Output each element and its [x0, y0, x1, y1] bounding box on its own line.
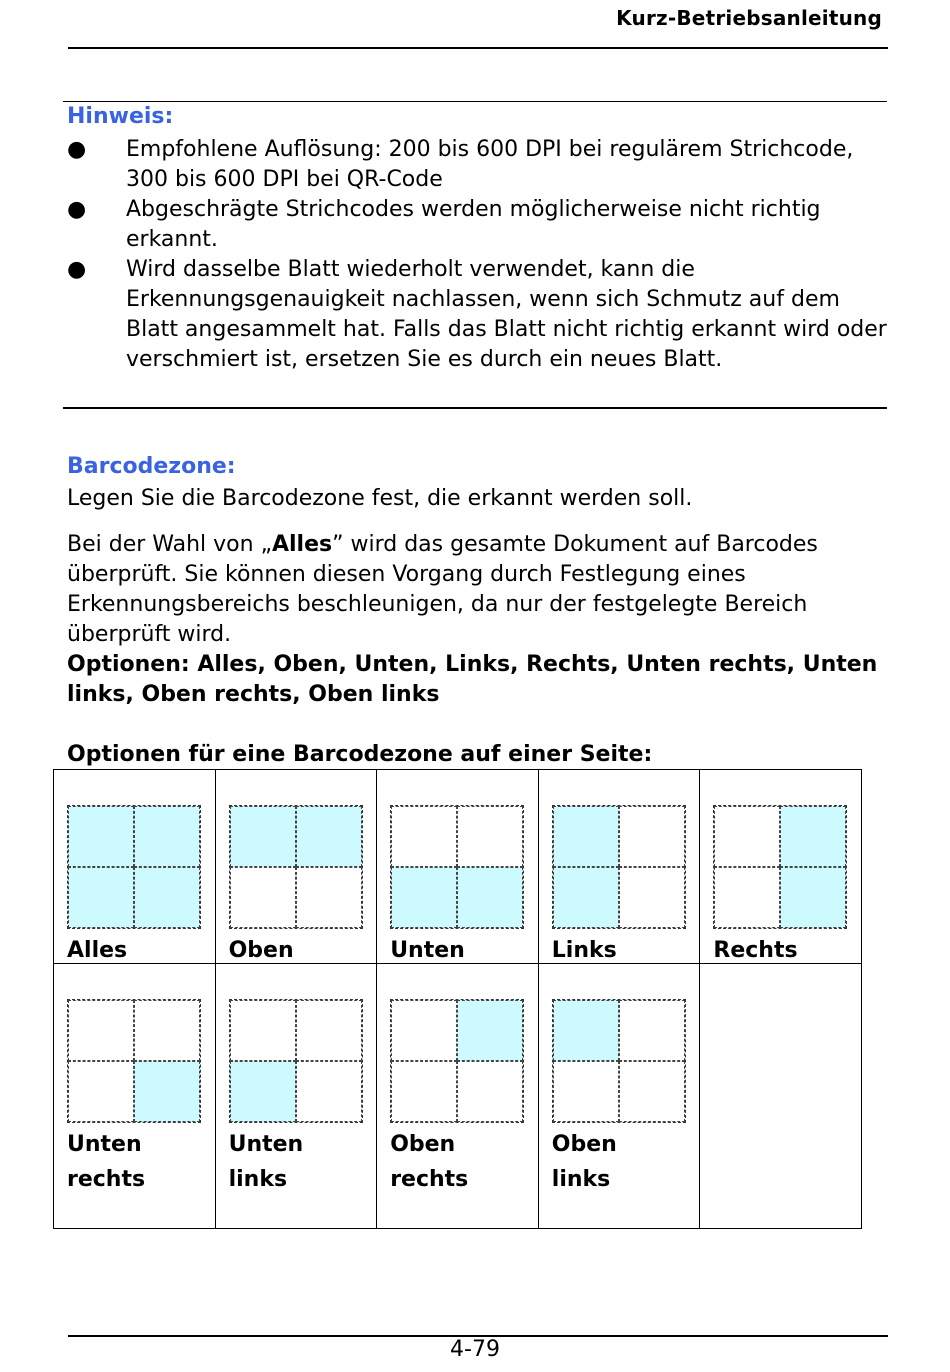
zone-quadrant-highlighted — [553, 1000, 619, 1061]
note-heading: Hinweis: — [67, 104, 174, 129]
zone-quadrant-highlighted — [780, 867, 846, 928]
zone-quadrant-highlighted — [230, 806, 296, 867]
barcodezone-description — [67, 530, 887, 650]
zone-quadrant — [619, 806, 685, 867]
bullet-icon: ● — [67, 197, 87, 222]
zone-label: Unten links — [228, 1132, 304, 1192]
zone-table — [53, 769, 862, 1229]
zone-quadrant — [134, 1000, 200, 1061]
zone-diagram — [713, 805, 847, 929]
table-heading: Optionen für eine Barcodezone auf einer Seite: — [67, 742, 653, 767]
note-item-text: Abgeschrägte Strichcodes werden möglicherweise nicht richtig erkannt. — [126, 197, 821, 252]
barcodezone-heading: Barcodezone: — [67, 454, 236, 479]
zone-quadrant — [457, 806, 523, 867]
zone-quadrant — [619, 1000, 685, 1061]
zone-label: Links — [551, 938, 617, 963]
zone-quadrant-highlighted — [391, 867, 457, 928]
note-item — [67, 195, 887, 255]
zone-quadrant — [619, 867, 685, 928]
zone-cell — [54, 964, 216, 1229]
zone-quadrant-highlighted — [457, 867, 523, 928]
zone-cell — [538, 770, 700, 964]
description-bold-term: Alles — [271, 532, 333, 557]
zone-label: Rechts — [713, 938, 798, 963]
zone-quadrant — [391, 1000, 457, 1061]
header-title: Kurz-Betriebsanleitung — [616, 6, 882, 30]
zone-quadrant — [68, 1061, 134, 1122]
zone-quadrant — [296, 867, 362, 928]
zone-diagram — [552, 805, 686, 929]
zone-diagram — [390, 805, 524, 929]
zone-quadrant — [391, 806, 457, 867]
note-item — [67, 255, 887, 375]
zone-label: Oben rechts — [390, 1132, 469, 1192]
zone-label: Oben links — [551, 1132, 617, 1192]
note-item-text: Empfohlene Auflösung: 200 bis 600 DPI bei regulärem Strichcode, 300 bis 600 DPI bei QR-Code — [126, 137, 854, 192]
zone-quadrant-highlighted — [553, 867, 619, 928]
zone-cell — [215, 770, 377, 964]
note-list — [67, 135, 887, 375]
zone-diagram — [67, 805, 201, 929]
zone-quadrant-highlighted — [134, 1061, 200, 1122]
page-number: 4-79 — [450, 1337, 500, 1362]
zone-cell — [215, 964, 377, 1229]
zone-cell — [377, 770, 539, 964]
zone-quadrant — [230, 867, 296, 928]
zone-label: Oben — [228, 938, 294, 963]
zone-quadrant — [230, 1000, 296, 1061]
zone-quadrant — [457, 1061, 523, 1122]
note-bottom-rule — [63, 407, 887, 409]
description-suffix: ” wird das gesamte Dokument auf Barcodes überprüft. Sie können diesen Vorgang durch Festlegung eines Erkennungsbereichs beschleunigen, da nur der festgelegte Bereich überprüft wird. — [67, 532, 818, 647]
zone-quadrant — [296, 1061, 362, 1122]
note-item — [67, 135, 887, 195]
zone-quadrant-highlighted — [68, 806, 134, 867]
zone-quadrant — [296, 1000, 362, 1061]
zone-quadrant-highlighted — [780, 806, 846, 867]
zone-quadrant — [391, 1061, 457, 1122]
note-item-text: Wird dasselbe Blatt wiederholt verwendet, kann die Erkennungsgenauigkeit nachlassen, wenn sich Schmutz auf dem Blatt angesammelt hat. Falls das Blatt nicht richtig erkannt wird oder verschmiert ist, ersetzen Sie es durch ein neues Blatt. — [126, 257, 887, 372]
zone-quadrant-highlighted — [457, 1000, 523, 1061]
zone-label: Unten — [390, 938, 465, 963]
note-top-rule — [63, 101, 887, 102]
zone-label: Unten rechts — [67, 1132, 146, 1192]
zone-quadrant — [619, 1061, 685, 1122]
zone-diagram — [67, 999, 201, 1123]
zone-cell — [54, 770, 216, 964]
options-list: Optionen: Alles, Oben, Unten, Links, Rechts, Unten rechts, Unten links, Oben rechts, Oben links — [67, 652, 878, 707]
zone-quadrant-highlighted — [134, 867, 200, 928]
zone-quadrant-highlighted — [68, 867, 134, 928]
zone-diagram — [390, 999, 524, 1123]
zone-quadrant — [714, 867, 780, 928]
header-rule — [68, 47, 888, 49]
zone-quadrant-highlighted — [553, 806, 619, 867]
bullet-icon: ● — [67, 257, 87, 282]
zone-diagram — [229, 805, 363, 929]
zone-quadrant-highlighted — [134, 806, 200, 867]
barcodezone-intro: Legen Sie die Barcodezone fest, die erkannt werden soll. — [67, 486, 693, 511]
zone-quadrant — [714, 806, 780, 867]
zone-label: Alles — [67, 938, 128, 963]
bullet-icon: ● — [67, 137, 87, 162]
zone-quadrant — [68, 1000, 134, 1061]
zone-diagram — [229, 999, 363, 1123]
zone-cell — [700, 770, 862, 964]
zone-diagram — [552, 999, 686, 1123]
description-prefix: Bei der Wahl von „ — [67, 532, 272, 557]
zone-quadrant-highlighted — [230, 1061, 296, 1122]
zone-quadrant — [553, 1061, 619, 1122]
zone-cell — [538, 964, 700, 1229]
empty-cell — [700, 964, 862, 1229]
zone-quadrant-highlighted — [296, 806, 362, 867]
zone-cell — [377, 964, 539, 1229]
